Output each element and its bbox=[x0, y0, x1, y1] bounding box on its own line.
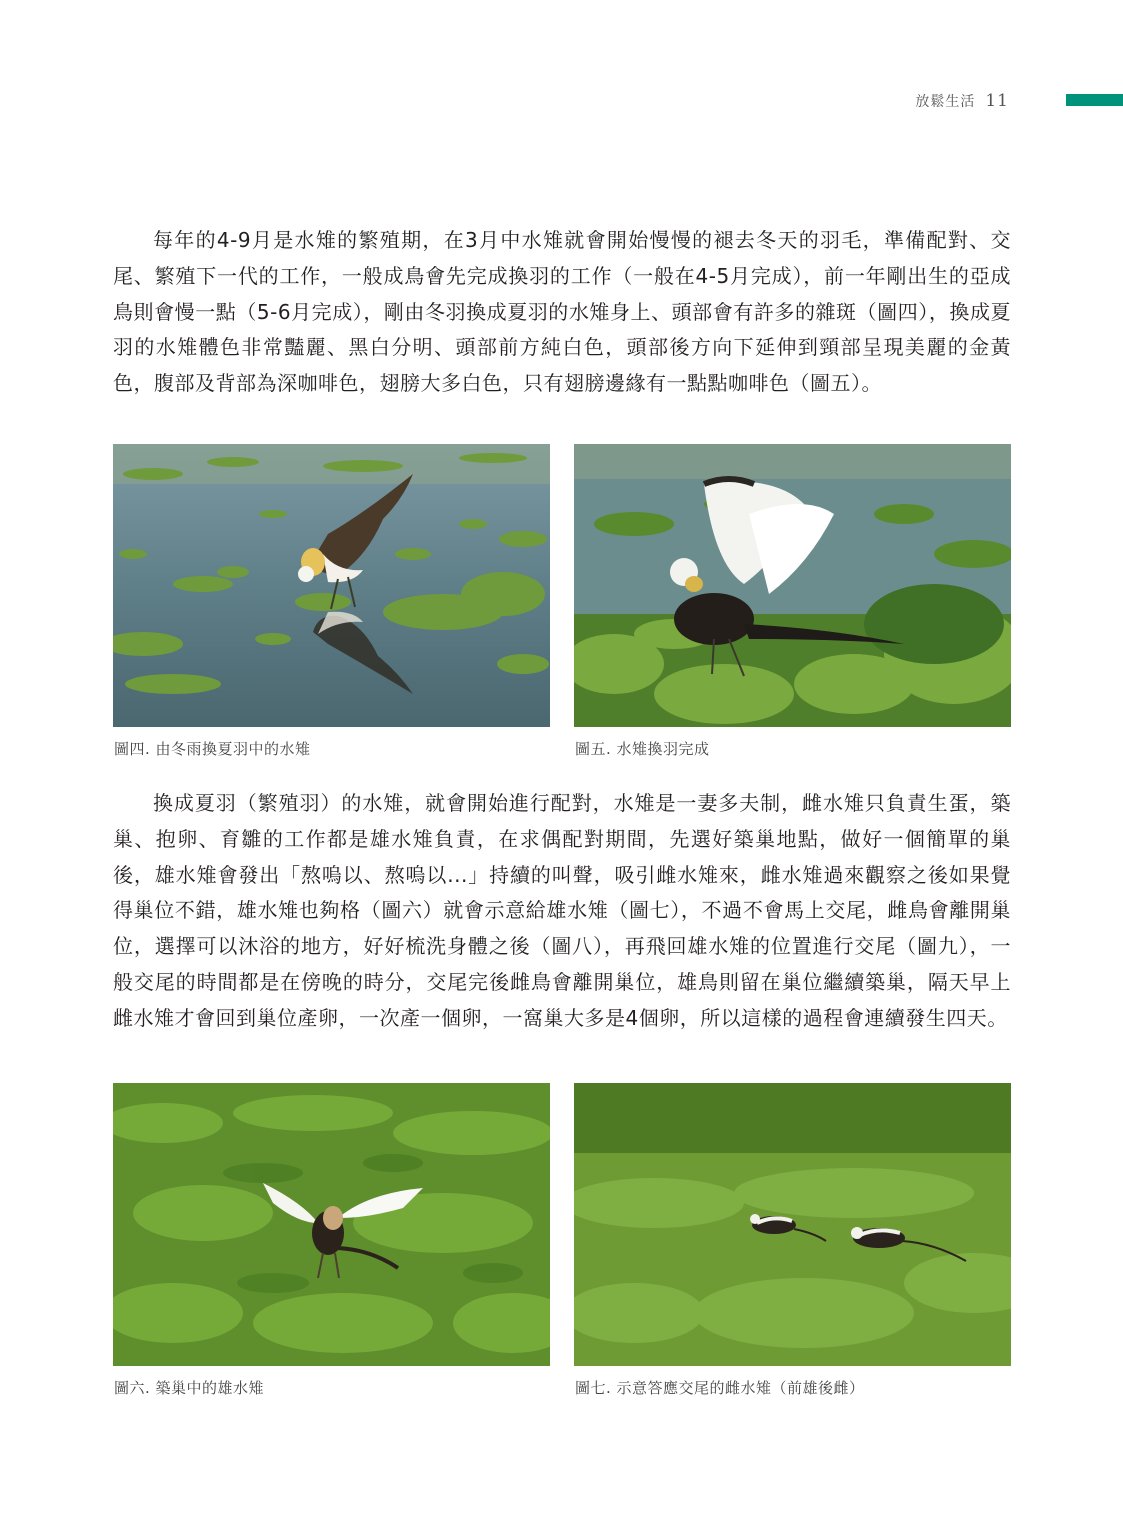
photo-jacana-pair bbox=[574, 1083, 1011, 1366]
figure-7-caption: 圖七. 示意答應交尾的雌水雉（前雄後雌） bbox=[575, 1379, 865, 1397]
body-paragraph-2: 換成夏羽（繁殖羽）的水雉，就會開始進行配對，水雉是一妻多夫制，雌水雉只負責生蛋，築巢、抱卵、育雛的工作都是雄水雉負責，在求偶配對期間，先選好築巢地點，做好一個簡單的巢後，雄水雉會發出「熬嗚以、熬嗚以...」持續的叫聲，吸引雌水雉來，雌水雉過來觀察之後如果覺得巢位不錯，雄水雉也夠格（圖六）就會示意給雄水雉（圖七），不過不會馬上交尾，雌鳥會離開巢位，選擇可以沐浴的地方，好好梳洗身體之後（圖八），再飛回雄水雉的位置進行交尾（圖九），一般交尾的時間都是在傍晚的時分，交尾完後雌鳥會離開巢位，雄鳥則留在巢位繼續築巢，隔天早上雌水雉才會回到巢位產卵，一次產一個卵，一窩巢大多是4個卵，所以這樣的過程會連續發生四天。 bbox=[113, 791, 1011, 1030]
page-number: 11 bbox=[985, 91, 1009, 111]
figure-4-caption: 圖四. 由冬雨換夏羽中的水雉 bbox=[114, 740, 311, 758]
header-accent-bar bbox=[1066, 94, 1123, 106]
photo-jacana-molting bbox=[113, 444, 550, 727]
body-paragraph-1: 每年的4-9月是水雉的繁殖期，在3月中水雉就會開始慢慢的褪去冬天的羽毛，準備配對、交尾、繁殖下一代的工作，一般成鳥會先完成換羽的工作（一般在4-5月完成），前一年剛出生的亞成鳥則會慢一點（5-6月完成），剛由冬羽換成夏羽的水雉身上、頭部會有許多的雜斑（圖四），換成夏羽的水雉體色非常豔麗、黑白分明、頭部前方純白色，頭部後方向下延伸到頸部呈現美麗的金黃色，腹部及背部為深咖啡色，翅膀大多白色，只有翅膀邊緣有一點點咖啡色（圖五）。 bbox=[113, 228, 1011, 396]
photo-jacana-molt-complete bbox=[574, 444, 1011, 727]
running-header bbox=[915, 91, 1009, 111]
photo-male-jacana-nesting bbox=[113, 1083, 550, 1366]
figure-5-caption: 圖五. 水雉換羽完成 bbox=[575, 740, 710, 758]
section-title: 放鬆生活 bbox=[915, 94, 976, 110]
figure-6-caption: 圖六. 築巢中的雄水雉 bbox=[114, 1379, 265, 1397]
